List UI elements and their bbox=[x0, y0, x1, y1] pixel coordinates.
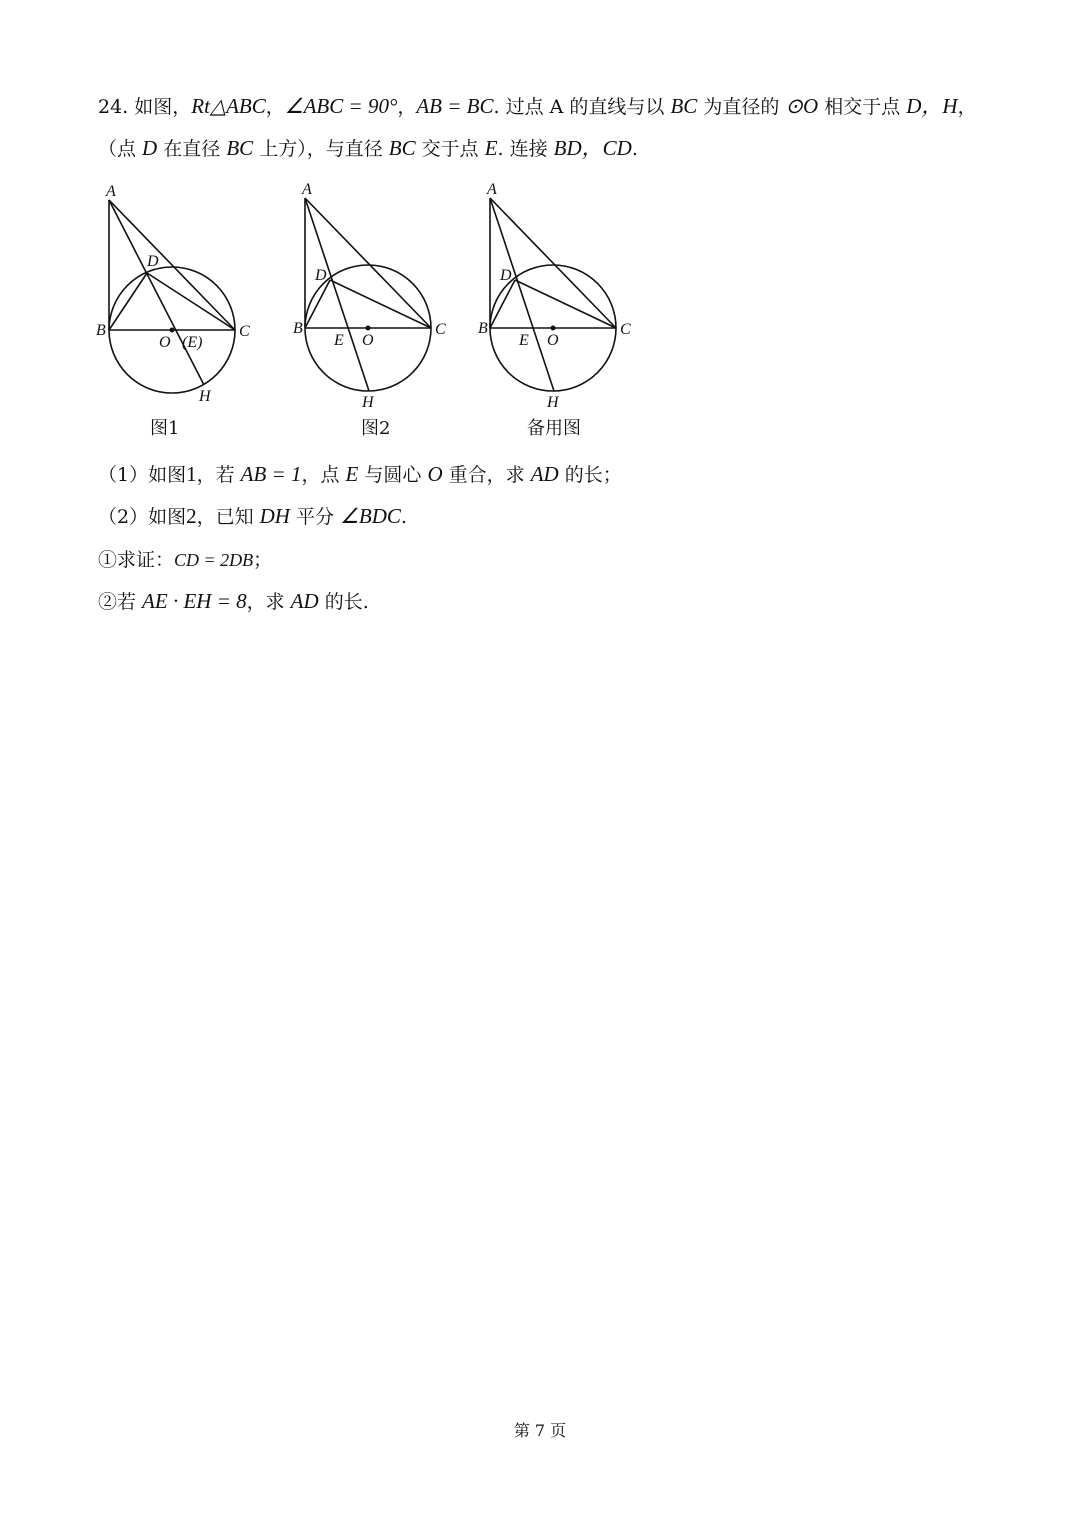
label-d: D bbox=[315, 267, 327, 284]
problem-text: 交于点 bbox=[415, 138, 485, 160]
label-e: E bbox=[519, 332, 529, 349]
problem-line-1 bbox=[98, 90, 977, 120]
sides-equal: AB = BC bbox=[416, 94, 494, 118]
figure-backup-diagram bbox=[477, 180, 647, 410]
math-bd-cd: BD，CD bbox=[553, 136, 632, 160]
math-o: O bbox=[427, 462, 443, 486]
figure-2-diagram bbox=[292, 180, 462, 410]
question-text: 与圆心 bbox=[358, 464, 428, 486]
math-bc: BC bbox=[388, 136, 416, 160]
question-text: ，点 bbox=[301, 464, 346, 486]
problem-text: ， bbox=[265, 96, 285, 118]
label-a: A bbox=[302, 181, 312, 198]
center-dot bbox=[366, 326, 371, 331]
label-c: C bbox=[435, 321, 446, 338]
label-d: D bbox=[500, 267, 512, 284]
figure-2 bbox=[292, 180, 462, 414]
label-d: D bbox=[147, 253, 159, 270]
math-e: E bbox=[345, 462, 359, 486]
label-b: B bbox=[293, 320, 303, 337]
problem-text: 相交于点 bbox=[818, 96, 907, 118]
line-ah bbox=[109, 200, 204, 385]
math-fig-num: 1 bbox=[186, 462, 197, 486]
math-ad: AD bbox=[290, 589, 319, 613]
problem-text: . bbox=[631, 138, 638, 160]
segment-bd bbox=[305, 280, 330, 328]
figure-backup bbox=[477, 180, 647, 414]
label-e: E bbox=[334, 332, 344, 349]
math-circle-o: ⊙O bbox=[785, 94, 819, 118]
question-text: 重合，求 bbox=[442, 464, 531, 486]
question-text: 的长； bbox=[558, 464, 622, 486]
question-2-1 bbox=[98, 545, 272, 572]
math-bc: BC bbox=[670, 94, 698, 118]
label-h: H bbox=[362, 394, 374, 411]
label-c: C bbox=[239, 323, 250, 340]
label-h: H bbox=[547, 394, 559, 411]
problem-text: 为直径的 bbox=[697, 96, 786, 118]
question-2-2 bbox=[98, 587, 369, 614]
question-text: ； bbox=[253, 549, 273, 571]
problem-line-2 bbox=[98, 132, 638, 162]
question-text: 的长. bbox=[318, 591, 369, 613]
figure-backup-caption: 备用图 bbox=[527, 418, 581, 439]
math-expression: CD = 2DB bbox=[174, 550, 254, 570]
math-dh: DH bbox=[259, 504, 290, 528]
figure-1-diagram bbox=[95, 180, 265, 410]
math-condition: AB = 1 bbox=[240, 462, 302, 486]
label-b: B bbox=[96, 322, 106, 339]
math-ad: AD bbox=[530, 462, 559, 486]
figure-1-caption: 图1 bbox=[150, 418, 180, 439]
segment-ac bbox=[305, 198, 431, 328]
question-text: ，求 bbox=[246, 591, 291, 613]
question-text: 平分 bbox=[289, 506, 341, 528]
math-points-dh: D，H bbox=[906, 94, 958, 118]
center-dot bbox=[170, 328, 175, 333]
label-c: C bbox=[620, 321, 631, 338]
problem-text: ， bbox=[397, 96, 417, 118]
question-text: ①求证： bbox=[98, 549, 175, 571]
segment-bd bbox=[109, 273, 147, 330]
math-fig-num: 2 bbox=[186, 504, 197, 528]
label-o: O bbox=[362, 332, 374, 349]
question-text: （2）如图 bbox=[98, 506, 187, 528]
segment-ac bbox=[109, 200, 235, 330]
label-o: O bbox=[547, 332, 559, 349]
question-1 bbox=[98, 460, 622, 487]
label-a: A bbox=[106, 183, 116, 200]
segment-cd bbox=[147, 273, 235, 330]
label-a: A bbox=[487, 181, 497, 198]
problem-text: . 连接 bbox=[497, 138, 554, 160]
label-b: B bbox=[478, 320, 488, 337]
question-text: ，若 bbox=[196, 464, 241, 486]
problem-text: （点 bbox=[98, 138, 143, 160]
page-footer: 第 7 页 bbox=[513, 1421, 567, 1440]
angle-given: ∠ABC = 90° bbox=[284, 94, 398, 118]
rt-triangle: Rt△ABC bbox=[191, 94, 266, 118]
label-e: (E) bbox=[182, 334, 203, 351]
problem-number: 24. bbox=[98, 96, 129, 118]
math-e: E bbox=[484, 136, 498, 160]
label-o: O bbox=[159, 334, 171, 351]
question-text: . bbox=[400, 506, 407, 528]
problem-text: ， bbox=[957, 96, 977, 118]
problem-text: 在直径 bbox=[157, 138, 227, 160]
segment-bd bbox=[490, 280, 515, 328]
problem-text: . 过点 A 的直线与以 bbox=[493, 96, 671, 118]
figure-2-caption: 图2 bbox=[361, 418, 391, 439]
problem-text: 如图， bbox=[134, 96, 192, 118]
question-text: （1）如图 bbox=[98, 464, 187, 486]
problem-text: 上方），与直径 bbox=[253, 138, 389, 160]
math-d: D bbox=[142, 136, 158, 160]
segment-ac bbox=[490, 198, 616, 328]
math-expression: AE · EH = 8 bbox=[142, 589, 247, 613]
math-bc: BC bbox=[226, 136, 254, 160]
label-h: H bbox=[199, 388, 211, 405]
question-2 bbox=[98, 502, 407, 529]
figure-1 bbox=[95, 180, 265, 414]
question-text: ②若 bbox=[98, 591, 143, 613]
math-angle: ∠BDC bbox=[340, 504, 401, 528]
question-text: ，已知 bbox=[196, 506, 260, 528]
center-dot bbox=[551, 326, 556, 331]
